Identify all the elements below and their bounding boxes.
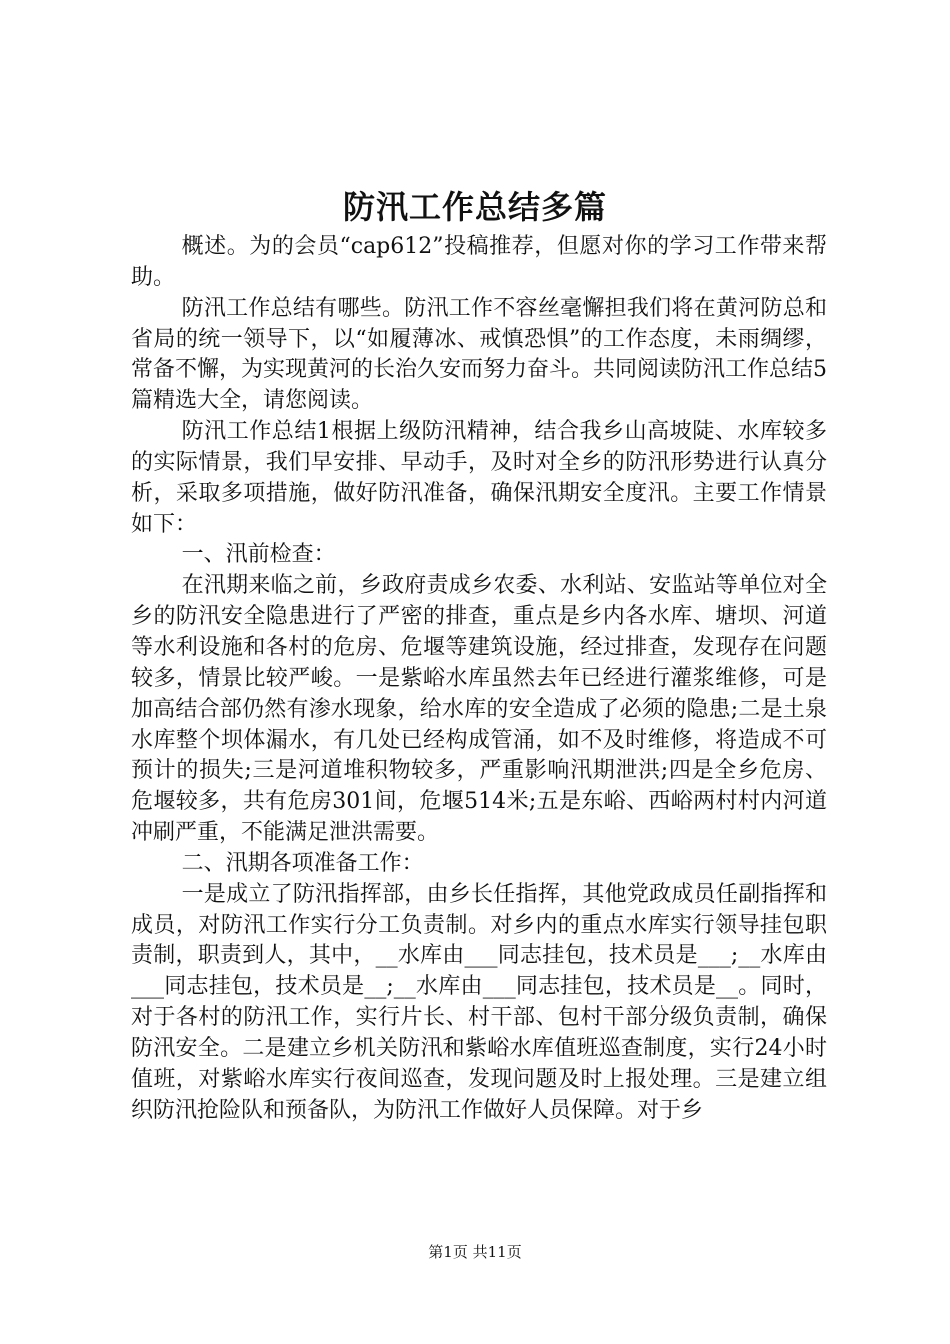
paragraph-summary-1: 防汛工作总结1根据上级防汛精神，结合我乡山高坡陡、水库较多的实际情景，我们早安排、早动手，及时对全乡的防汛形势进行认真分析，采取多项措施，做好防汛准备，确保汛期安全度汛。主要工作情景如下： xyxy=(131,419,827,537)
paragraph-inspection: 在汛期来临之前，乡政府责成乡农委、水利站、安监站等单位对全乡的防汛安全隐患进行了严密的排查，重点是乡内各水库、塘坝、河道等水利设施和各村的危房、危堰等建筑设施，经过排查，发现存在问题较多，情景比较严峻。一是紫峪水库虽然去年已经进行灌浆维修，可是加高结合部仍然有渗水现象，给水库的安全造成了必须的隐患;二是土泉水库整个坝体漏水，有几处已经构成管涌，如不及时维修，将造成不可预计的损失;三是河道堆积物较多，严重影响汛期泄洪;四是全乡危房、危堰较多，共有危房301间，危堰514米;五是东峪、西峪两村村内河道冲刷严重，不能满足泄洪需要。 xyxy=(131,573,827,846)
section-heading-2: 二、汛期各项准备工作： xyxy=(181,850,424,876)
paragraph-intro: 概述。为的会员“cap612”投稿推荐，但愿对你的学习工作带来帮助。 xyxy=(131,234,827,290)
document-body xyxy=(131,232,827,1126)
paragraph-overview: 防汛工作总结有哪些。防汛工作不容丝毫懈担我们将在黄河防总和省局的统一领导下，以“如履薄冰、戒慎恐惧”的工作态度，未雨绸缪，常备不懈，为实现黄河的长治久安而努力奋斗。共同阅读防汛工作总结5篇精选大全，请您阅读。 xyxy=(131,295,827,414)
page-number-footer: 第1页 共11页 xyxy=(428,1243,522,1261)
paragraph-preparation: 一是成立了防汛指挥部，由乡长任指挥，其他党政成员任副指挥和成员，对防汛工作实行分工负责制。对乡内的重点水库实行领导挂包职责制，职责到人，其中，__水库由___同志挂包，技术员是___;__水库由___同志挂包，技术员是__;__水库由___同志挂包，技术员是__。同时，对于各村的防汛工作，实行片长、村干部、包村干部分级负责制，确保防汛安全。二是建立乡机关防汛和紫峪水库值班巡查制度，实行24小时值班，对紫峪水库实行夜间巡查，发现问题及时上报处理。三是建立组织防汛抢险队和预备队，为防汛工作做好人员保障。对于乡 xyxy=(131,881,827,1123)
section-heading-1: 一、汛前检查： xyxy=(181,542,336,568)
document-title: 防汛工作总结多篇 xyxy=(342,188,607,226)
